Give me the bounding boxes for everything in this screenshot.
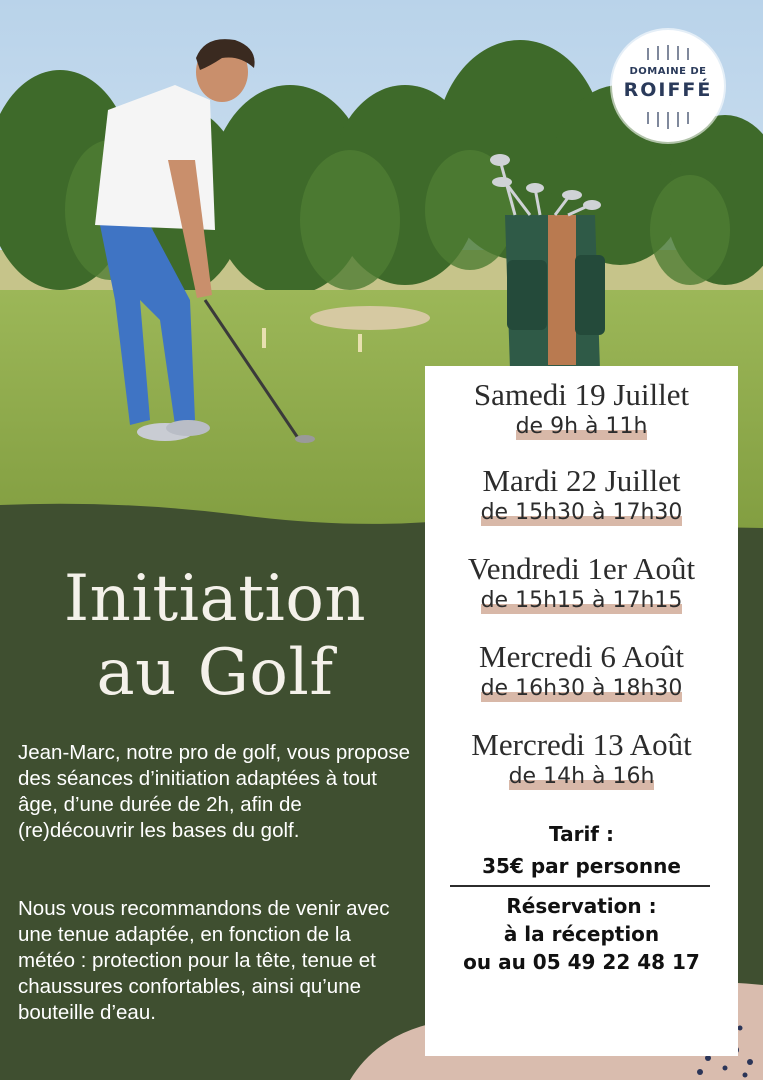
session-date: Samedi 19 Juillet <box>473 377 690 412</box>
domaine-de-roiffe-logo <box>612 30 724 142</box>
session-item <box>425 552 738 616</box>
reservation-block <box>425 892 738 976</box>
session-date: Mercredi 6 Août <box>479 639 684 674</box>
logo-top-text: DOMAINE DE <box>629 66 707 77</box>
session-time: de 9h à 11h <box>515 414 648 439</box>
session-item <box>425 728 738 792</box>
session-date: Mardi 22 Juillet <box>482 463 681 498</box>
title-line-2: au Golf <box>96 636 334 710</box>
title-line-1: Initiation <box>63 562 367 636</box>
session-item <box>425 378 738 442</box>
reservation-where: à la réception <box>503 922 660 946</box>
session-time: de 15h15 à 17h15 <box>480 588 683 613</box>
reservation-label: Réservation : <box>506 894 657 918</box>
session-time: de 14h à 16h <box>508 764 655 789</box>
session-item <box>425 464 738 528</box>
schedule-card <box>425 366 738 1056</box>
pricing-block <box>425 818 738 882</box>
logo-main-text: ROIFFÉ <box>623 79 713 101</box>
reservation-phone[interactable]: ou au 05 49 22 48 17 <box>463 950 700 974</box>
session-item <box>425 640 738 704</box>
description-paragraph-1: Jean-Marc, notre pro de golf, vous propose des séances d’initiation adaptées à tout âge, d’une durée de 2h, afin de (re)découvrir les bases du golf. <box>18 741 410 842</box>
session-date: Vendredi 1er Août <box>467 551 696 586</box>
session-time: de 16h30 à 18h30 <box>480 676 683 701</box>
pricing-value: 35€ par personne <box>482 854 681 878</box>
session-time: de 15h30 à 17h30 <box>480 500 683 525</box>
divider <box>450 885 710 887</box>
description-paragraph-2: Nous vous recommandons de venir avec une tenue adaptée, en fonction de la météo : protection pour la tête, tenue et chaussures confortables, ainsi qu’une bouteille d’eau. <box>18 897 390 1024</box>
session-date: Mercredi 13 Août <box>471 727 692 762</box>
pricing-label: Tarif : <box>549 822 614 846</box>
